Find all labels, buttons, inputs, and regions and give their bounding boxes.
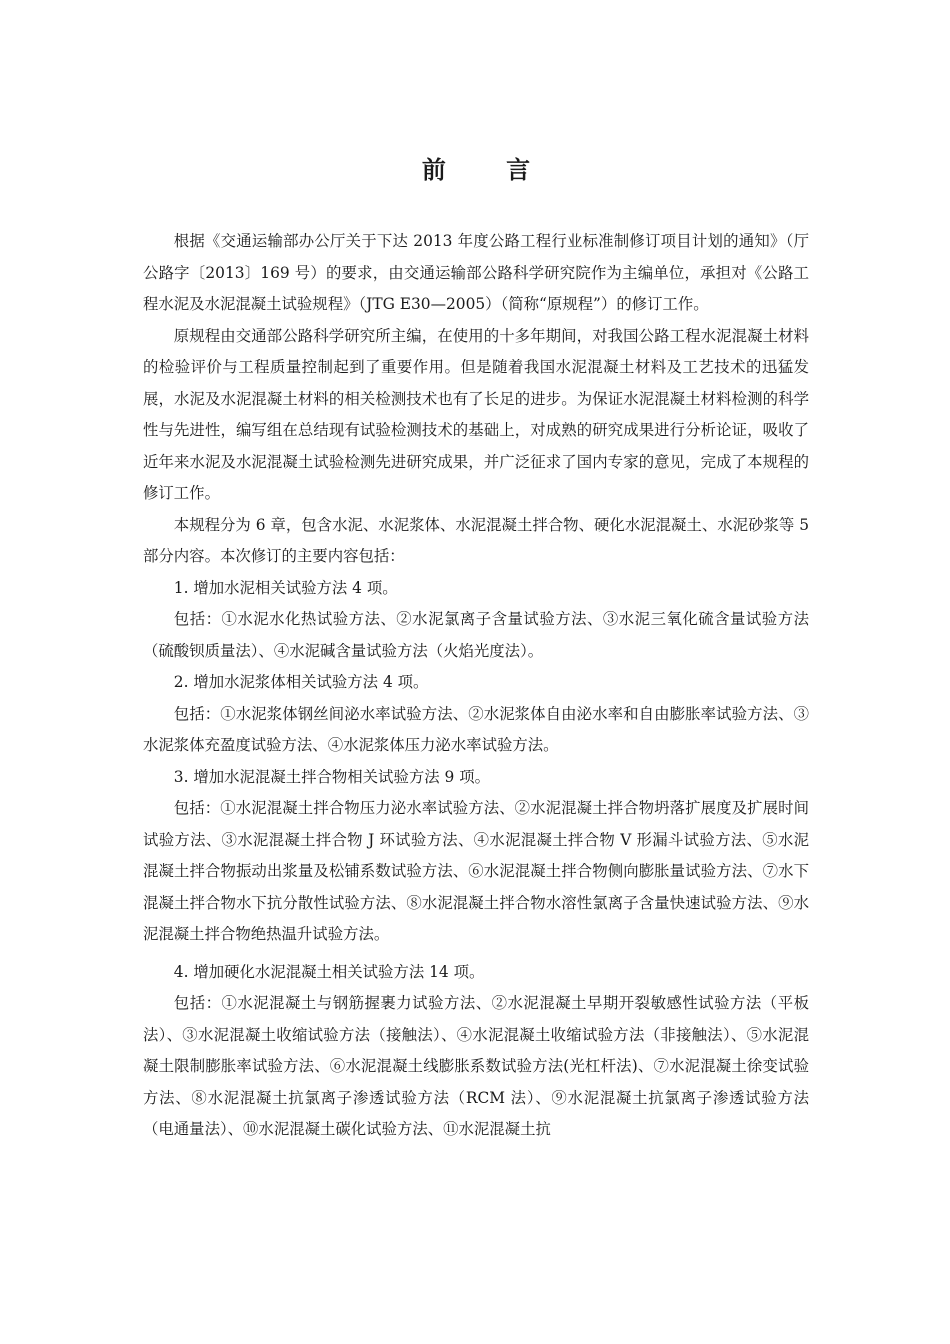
list-heading-3: 3. 增加水泥混凝土拌合物相关试验方法 9 项。 xyxy=(173,767,490,786)
paragraph-intro: 根据《交通运输部办公厅关于下达 2013 年度公路工程行业标准制修订项目计划的通知》（厅公路字〔2013〕169 号）的要求，由交通运输部公路科学研究院作为主编单位，承担对《公路工程水泥及水泥混凝土试验规程》（JTG E30—2005）（简称“原规程”）的修订工作。 xyxy=(143,232,809,313)
list-heading-4: 4. 增加硬化水泥混凝土相关试验方法 14 项。 xyxy=(173,962,485,981)
list-detail-4: 包括：①水泥混凝土与钢筋握裹力试验方法、②水泥混凝土早期开裂敏感性试验方法（平板法）、③水泥混凝土收缩试验方法（接触法）、④水泥混凝土收缩试验方法（非接触法）、⑤水泥混凝土限制膨胀率试验方法、⑥水泥混凝土线膨胀系数试验方法(光杠杆法)、⑦水泥混凝土徐变试验方法、⑧水泥混凝土抗氯离子渗透试验方法（RCM 法）、⑨水泥混凝土抗氯离子渗透试验方法（电通量法）、⑩水泥混凝土碳化试验方法、⑪水泥混凝土抗 xyxy=(143,994,809,1138)
list-detail-2: 包括：①水泥浆体钢丝间泌水率试验方法、②水泥浆体自由泌水率和自由膨胀率试验方法、③水泥浆体充盈度试验方法、④水泥浆体压力泌水率试验方法。 xyxy=(143,704,809,754)
list-detail-1: 包括：①水泥水化热试验方法、②水泥氯离子含量试验方法、③水泥三氧化硫含量试验方法（硫酸钡质量法）、④水泥碱含量试验方法（火焰光度法）。 xyxy=(143,610,809,660)
document-body xyxy=(143,226,809,1146)
paragraph-background: 原规程由交通部公路科学研究所主编，在使用的十多年期间，对我国公路工程水泥混凝土材料的检验评价与工程质量控制起到了重要作用。但是随着我国水泥混凝土材料及工艺技术的迅猛发展，水泥及水泥混凝土材料的相关检测技术也有了长足的进步。为保证水泥混凝土材料检测的科学性与先进性，编写组在总结现有试验检测技术的基础上，对成熟的研究成果进行分析论证，吸收了近年来水泥及水泥混凝土试验检测先进研究成果，并广泛征求了国内专家的意见，完成了本规程的修订工作。 xyxy=(143,326,809,502)
paragraph-scope: 本规程分为 6 章，包含水泥、水泥浆体、水泥混凝土拌合物、硬化水泥混凝土、水泥砂浆等 5 部分内容。本次修订的主要内容包括： xyxy=(143,515,809,565)
list-heading-2: 2. 增加水泥浆体相关试验方法 4 项。 xyxy=(173,673,429,691)
list-detail-3: 包括：①水泥混凝土拌合物压力泌水率试验方法、②水泥混凝土拌合物坍落扩展度及扩展时间试验方法、③水泥混凝土拌合物 J 环试验方法、④水泥混凝土拌合物 V 形漏斗试验方法、⑤水泥混凝土拌合物振动出浆量及松铺系数试验方法、⑥水泥混凝土拌合物侧向膨胀量试验方法、⑦水下混凝土拌合物水下抗分散性试验方法、⑧水泥混凝土拌合物水溶性氯离子含量快速试验方法、⑨水泥混凝土拌合物绝热温升试验方法。 xyxy=(143,799,809,943)
page-title: 前 言 xyxy=(421,156,557,184)
list-heading-1: 1. 增加水泥相关试验方法 4 项。 xyxy=(173,578,398,597)
